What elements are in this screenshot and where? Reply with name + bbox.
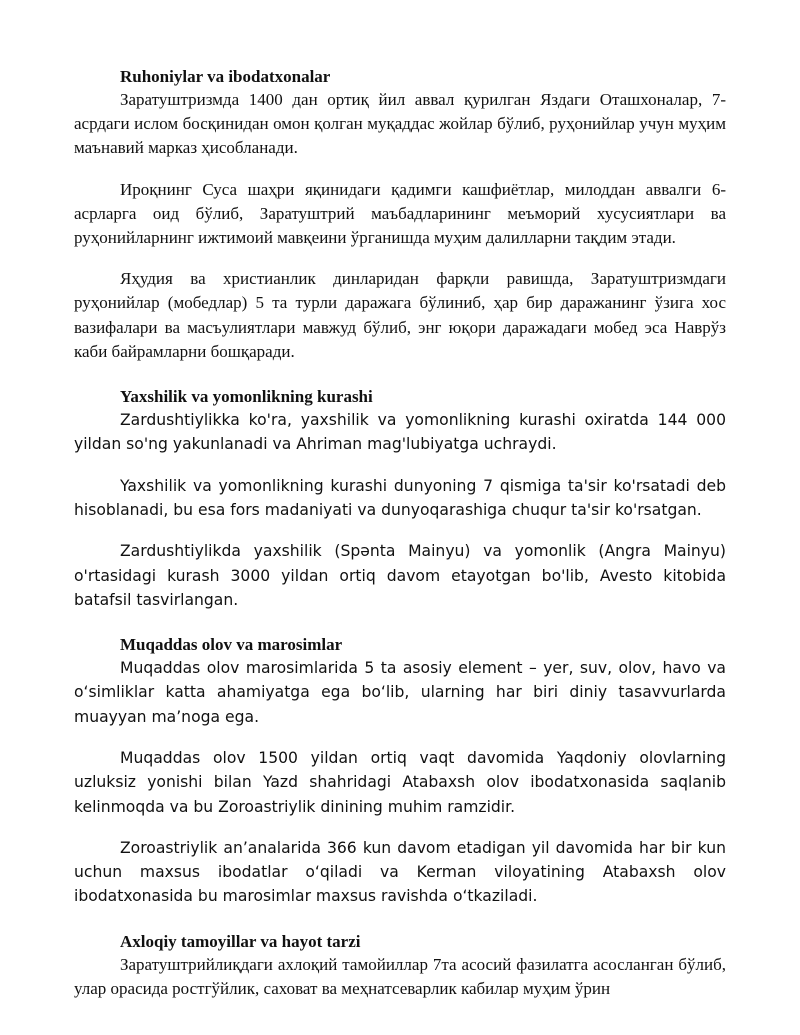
section-heading: Muqaddas olov va marosimlar [120, 635, 343, 655]
paragraph: Заратуштризмда 1400 дан ортиқ йил аввал қурилган Яздаги Оташхоналар, 7-асрдаги ислом босқинидан омон қолган муқаддас жойлар бўлиб, руҳонийлар учун муҳим маънавий марказ ҳисобланади. [74, 90, 726, 158]
paragraph: Ироқнинг Суса шаҳри яқинидаги қадимги кашфиётлар, милоддан аввалги 6-асрларга оид бўлиб, Заратуштрий маъбадларининг меъморий хусусиятлари ва руҳонийларнинг ижтимоий мавқеини ўрганишда муҳим далилларни тақдим этади. [74, 179, 726, 248]
paragraph: Заратуштрийлиқдаги ахлоқий тамойиллар 7та асосий фазилатга асосланган бўлиб, улар орасида ростгўйлик, саховат ва меҳнатсеварлик кабилар муҳим ўрин [74, 954, 726, 998]
section-heading: Ruhoniylar va ibodatxonalar [120, 67, 331, 86]
paragraph: Muqaddas olov 1500 yildan ortiq vaqt davomida Yaqdoniy olovlarning uzluksiz yonishi bilan Yazd shahridagi Atabaxsh olov ibodatxonasida saqlanib kelinmoqda va bu Zoroastriylik dinining muhim ramzidir. [74, 749, 726, 816]
section-heading: Yaxshilik va yomonlikning kurashi [120, 387, 373, 407]
document-body [74, 66, 726, 1001]
paragraph: Zoroastriylik an’analarida 366 kun davom etadigan yil davomida har bir kun uchun maxsus ibodatlar o‘qiladi va Kerman viloyatining Atabaxsh olov ibodatxonasida bu marosimlar maxsus ravishda o‘tkaziladi. [74, 838, 726, 906]
paragraph: Zardushtiylikka ko'ra, yaxshilik va yomonlikning kurashi oxiratda 144 000 yildan so'ng yakunlanadi va Ahriman mag'lubiyatga uchraydi. [74, 411, 726, 454]
paragraph: Zardushtiylikda yaxshilik (Spənta Mainyu) va yomonlik (Angra Mainyu) o'rtasidagi kurash 3000 yildan ortiq davom etayotgan bo'lib, Avesto kitobida batafsil tasvirlangan. [74, 542, 726, 609]
paragraph: Yaxshilik va yomonlikning kurashi dunyoning 7 qismiga ta'sir ko'rsatadi deb hisoblanadi, bu esa fors madaniyati va dunyoqarashiga chuqur ta'sir ko'rsatgan. [74, 476, 726, 519]
paragraph: Яҳудия ва христианлик динларидан фарқли равишда, Заратуштризмдаги руҳонийлар (мобедлар) 5 та турли даражага бўлиниб, ҳар бир даражанинг ўзига хос вазифалари ва масъулиятлари мавжуд бўлиб, энг юқори даражадаги мобед эса Наврўз каби байрамларни бошқаради. [74, 269, 726, 361]
paragraph: Muqaddas olov marosimlarida 5 ta asosiy element – yer, suv, olov, havo va o‘simliklar katta ahamiyatga ega bo‘lib, ularning har biri diniy tasavvurlarda muayyan ma’noga ega. [74, 659, 726, 726]
section-heading: Axloqiy tamoyillar va hayot tarzi [120, 931, 361, 951]
